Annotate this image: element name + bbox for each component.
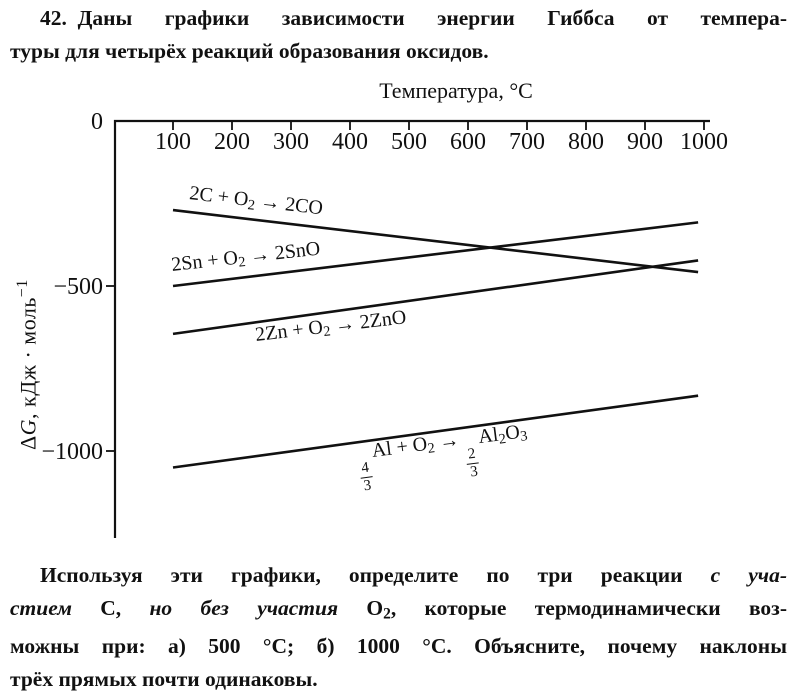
text-line [10,663,787,691]
x-tick-label: 400 [332,129,368,155]
text-segment: , кДж · моль [15,297,41,419]
text-segment: туры для четырёх реакций образования оксидов. [10,39,489,63]
x-tick-label: 300 [273,129,309,155]
text-segment: Δ [15,435,41,450]
text-segment: 2 [383,605,391,623]
text-line [10,559,787,592]
text-segment: G [15,418,41,436]
text-segment: 2 [497,430,508,448]
x-tick-label: 200 [214,129,250,155]
text-segment: 2Sn + O [170,246,240,277]
series-line-zn [173,260,698,333]
gibbs-energy-chart [0,76,794,556]
problem-statement [10,2,787,68]
text-segment: 2Zn + O [254,316,325,347]
text-line [10,592,787,630]
text-segment: 2 [322,323,332,341]
text-segment: 2 [237,254,247,271]
text-segment: Al + O [370,432,429,462]
x-tick-label: 500 [391,129,427,155]
fraction: $\frac{4}{3}$ [360,459,373,494]
text-segment: → 2CO [254,189,325,220]
text-line [10,35,787,68]
text-segment: Используя эти графики, определите по три реакции [40,563,711,587]
text-segment: −1 [14,279,31,298]
text-segment: → [432,428,466,454]
text-segment: O [503,420,522,445]
text-segment: можны при: а) 500 °C; б) 1000 °C. Объясните, почему наклоны [10,634,787,659]
fraction: $\frac{2}{3}$ [466,445,479,480]
text-line [10,630,787,663]
text-segment: , которые термодинамически воз- [390,596,787,620]
text-segment: → 2SnO [243,237,322,268]
text-segment: 2 [426,440,436,457]
text-segment: с уча- [710,563,787,587]
text-segment: → 2ZnO [328,306,408,338]
text-segment: но без участия [149,596,339,620]
x-tick-label: 700 [509,129,545,155]
problem-question [10,559,787,691]
text-segment: трёх прямых почти одинаковы. [10,667,318,691]
text-segment: стием [10,596,72,620]
text-segment: Al [476,423,500,449]
x-tick-label: 900 [627,129,663,155]
text-segment: 2 [246,197,256,214]
x-tick-label: 800 [568,129,604,155]
text-segment: 42. Даны графики зависимости энергии Гиббса от темпера- [40,6,787,30]
text-segment: O [338,596,384,620]
x-tick-label: 100 [155,129,191,155]
text-segment: C, [71,596,150,620]
text-segment: 2C + O [188,182,250,211]
x-tick-label: 600 [450,129,486,155]
text-line [10,2,787,35]
y-tick-label: −500 [53,274,103,300]
x-tick-label: 1000 [680,129,728,155]
y-tick-label: −1000 [41,439,103,465]
y-tick-label: 0 [91,109,103,135]
chart-title: Температура, °C [379,78,533,103]
text-segment: 3 [519,428,529,445]
